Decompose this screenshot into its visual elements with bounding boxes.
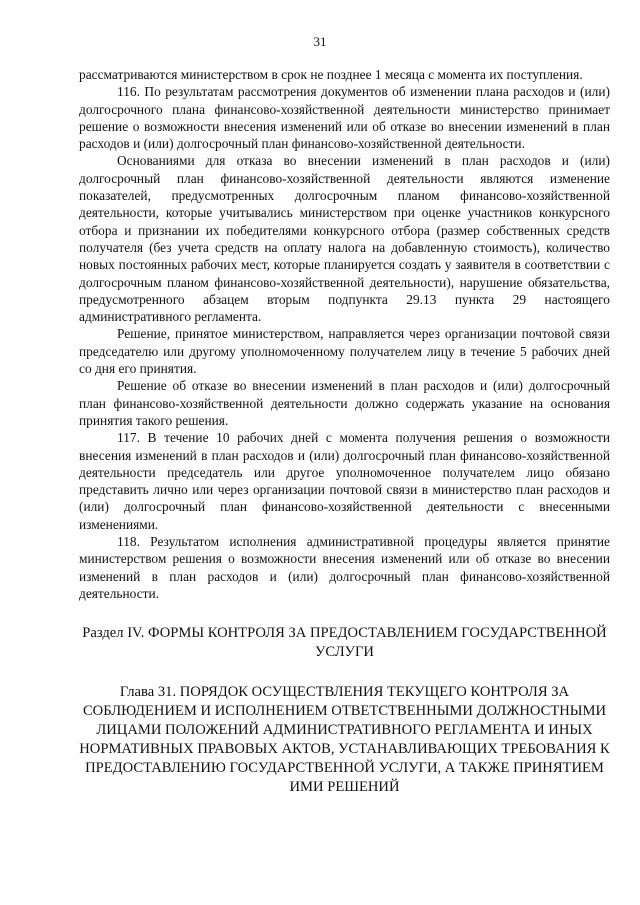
paragraph-117: 117. В течение 10 рабочих дней с момента получения решения о возможности внесения изменений в план расходов и (или) долгосрочный план финансово-хозяйственной деятельности председатель или другое уполномоченное получателем лицо обязано представить лично или через организации почтовой связи в министерство план расходов и (или) долгосрочный план финансово-хозяйственной деятельности с внесенными изменениями.: [79, 430, 610, 532]
paragraph-continuation: рассматриваются министерством в срок не позднее 1 месяца с момента их поступления.: [79, 67, 583, 82]
paragraph-decision-delivery: Решение, принятое министерством, направляется через организации почтовой связи председателю или другому уполномоченному получателем лицу в течение 5 рабочих дней со дня его принятия.: [79, 326, 610, 377]
chapter-title: Глава 31. ПОРЯДОК ОСУЩЕСТВЛЕНИЯ ТЕКУЩЕГО КОНТРОЛЯ ЗА СОБЛЮДЕНИЕМ И ИСПОЛНЕНИЕМ ОТВЕТСТВЕННЫМИ ДОЛЖНОСТНЫМИ ЛИЦАМИ ПОЛОЖЕНИЙ АДМИНИСТРАТИВНОГО РЕГЛАМЕНТА И ИНЫХ НОРМАТИВНЫХ ПРАВОВЫХ АКТОВ, УСТАНАВЛИВАЮЩИХ ТРЕБОВАНИЯ К ПРЕДОСТАВЛЕНИЮ ГОСУДАРСТВЕННОЙ УСЛУГИ, А ТАКЖЕ ПРИНЯТИЕМ ИМИ РЕШЕНИЙ: [79, 684, 610, 796]
paragraph-116: 116. По результатам рассмотрения документов об изменении плана расходов и (или) долгосрочного плана финансово-хозяйственной деятельности министерство принимает решение о возможности внесения изменений или об отказе во внесении изменений в план расходов и (или) долгосрочный план финансово-хозяйственной деятельности.: [79, 84, 610, 152]
paragraph-refusal-content: Решение об отказе во внесении изменений в план расходов и (или) долгосрочный план финансово-хозяйственной деятельности должно содержать указание на основания принятия такого решения.: [79, 378, 610, 428]
paragraph-118: 118. Результатом исполнения административной процедуры является принятие министерством решения о возможности внесения изменений или об отказе во внесении изменений в план расходов и (или) долгосрочный план финансово-хозяйственной деятельности.: [79, 534, 610, 601]
paragraph-refusal-grounds: Основаниями для отказа во внесении изменений в план расходов и (или) долгосрочный план финансово-хозяйственной деятельности являются изменение показателей, предусмотренных долгосрочным планом финансово-хозяйственной деятельности, которые учитывались министерством при оценке участников конкурсного отбора и признании их победителями конкурсного отбора (размер собственных средств получателя (без учета средств на оплату налога на добавленную стоимость), количество новых постоянных рабочих мест, которые планируется создать у заявителя в соответствии с долгосрочным планом финансово-хозяйственной деятельности), нарушение обязательства, предусмотренного абзацем вторым подпункта 29.13 пункта 29 настоящего административного регламента.: [79, 153, 610, 325]
page-number: 31: [313, 34, 327, 49]
section-title: Раздел IV. ФОРМЫ КОНТРОЛЯ ЗА ПРЕДОСТАВЛЕНИЕМ ГОСУДАРСТВЕННОЙ УСЛУГИ: [82, 625, 607, 661]
document-body: [79, 66, 610, 797]
